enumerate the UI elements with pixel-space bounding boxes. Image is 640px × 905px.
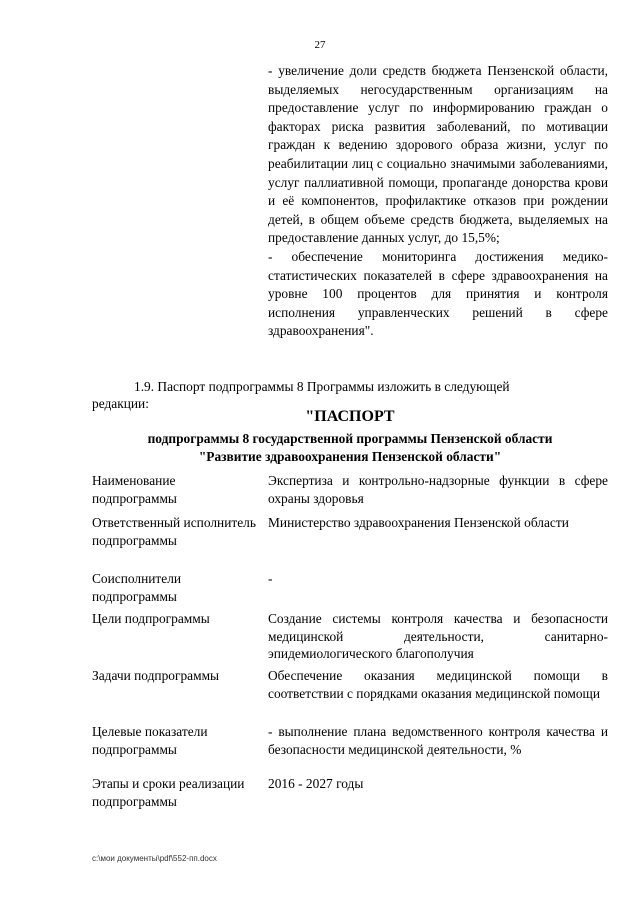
continuation-paragraph-2: - обеспечение мониторинга достижения медико-статистических показателей в сфере здравоохранения на уровне 100 процентов для принятия и контроля исполнения управленческих решений в сфере здравоохранения".	[268, 248, 608, 339]
intro-line-2: редакции:	[92, 396, 149, 411]
file-path-footer: c:\мои документы\pdf\552-пп.docx	[92, 854, 217, 863]
passport-title: "ПАСПОРТ	[305, 408, 395, 425]
row-label: Соисполнители подпрограммы	[92, 571, 182, 604]
subtitle-line-2: "Развитие здравоохранения Пензенской области"	[198, 449, 502, 464]
row-value: Экспертиза и контрольно-надзорные функции в сфере охраны здоровья	[268, 473, 608, 506]
row-label: Этапы и сроки реализации подпрограммы	[92, 776, 245, 809]
passport-subtitle	[80, 430, 620, 466]
row-label: Задачи подпрограммы	[92, 668, 220, 683]
row-value: Обеспечение оказания медицинской помощи в соответствии с порядками оказания медицинской помощи	[268, 668, 608, 701]
row-value: Министерство здравоохранения Пензенской области	[268, 515, 569, 530]
continuation-block	[268, 62, 608, 341]
row-label: Наименование подпрограммы	[92, 473, 177, 506]
row-label: Целевые показатели подпрограммы	[92, 724, 208, 757]
amendment-intro	[92, 378, 608, 412]
continuation-paragraph-1: - увеличение доли средств бюджета Пензенской области, выделяемых негосударственным организациям на предоставление услуг по информированию граждан о факторах риска развития заболеваний, по мотивации граждан к ведению здорового образа жизни, услуг по реабилитации лиц с социально значимыми заболеваниями, услуг паллиативной помощи, пропаганде донорства крови и её компонентов, профилактике отказов при рождении детей, в общем объеме средств бюджета, выделяемых на предоставление данных услуг, до 15,5%;	[268, 63, 608, 246]
row-value: Создание системы контроля качества и безопасности медицинской деятельности, санитарно-эпидемиологического благополучия	[268, 611, 608, 661]
row-label: Цели подпрограммы	[92, 611, 210, 626]
subtitle-line-1: подпрограммы 8 государственной программы Пензенской области	[147, 431, 553, 446]
row-value: -	[268, 571, 273, 586]
row-label: Ответственный исполнитель подпрограммы	[92, 515, 256, 548]
row-value: 2016 - 2027 годы	[268, 776, 364, 791]
row-value: - выполнение плана ведомственного контроля качества и безопасности медицинской деятельности, %	[268, 724, 608, 757]
intro-line-1: 1.9. Паспорт подпрограммы 8 Программы изложить в следующей	[134, 379, 510, 394]
page-number: 27	[314, 39, 326, 51]
